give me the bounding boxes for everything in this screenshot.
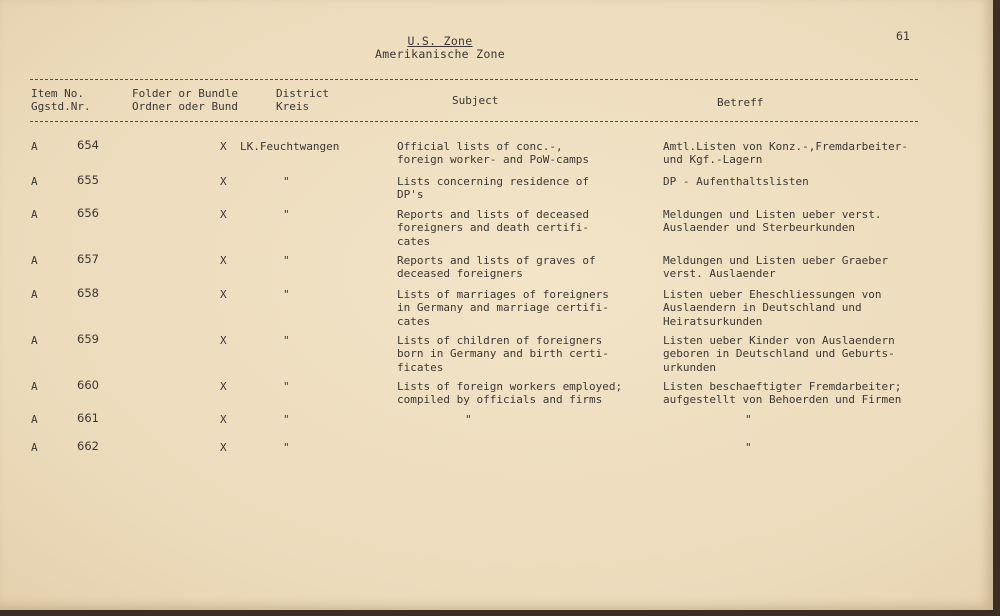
row-betreff-line: Meldungen und Listen ueber Graeber: [663, 254, 889, 267]
row-item-code: A: [31, 254, 38, 267]
row-district: ": [283, 413, 290, 426]
zone-title: U.S. Zone: [407, 34, 473, 48]
row-item-code: A: [31, 413, 38, 426]
col-header-item: Item No.: [31, 87, 84, 100]
row-betreff-line: ": [745, 441, 752, 454]
row-subject-line: Lists of marriages of foreigners: [397, 288, 609, 301]
row-item-code: A: [31, 441, 38, 454]
row-betreff-line: verst. Auslaender: [663, 267, 776, 281]
header-rule-top: [30, 79, 918, 80]
row-folder-mark: X: [220, 208, 227, 221]
col-header-item-de: Ggstd.Nr.: [31, 100, 91, 113]
row-betreff-line: Meldungen und Listen ueber verst.: [663, 208, 882, 221]
row-betreff-line: Heiratsurkunden: [663, 314, 763, 328]
col-header-district-de: Kreis: [276, 100, 310, 113]
row-item-number: 657: [77, 252, 99, 266]
col-header-district: District: [276, 87, 329, 100]
row-subject-line: in Germany and marriage certifi-: [397, 301, 609, 315]
col-header-subject: Subject: [452, 94, 499, 107]
row-folder-mark: X: [220, 380, 227, 393]
row-folder-mark: X: [220, 413, 227, 426]
row-district: ": [283, 441, 290, 454]
row-district: LK.Feuchtwangen: [240, 140, 340, 153]
row-folder-mark: X: [220, 441, 227, 454]
row-item-number: 660: [77, 378, 99, 392]
row-betreff-line: Auslaendern in Deutschland und: [663, 301, 862, 315]
row-district: ": [283, 175, 290, 188]
header-rule-bottom: [30, 121, 918, 122]
row-subject-line: Reports and lists of graves of: [397, 254, 596, 267]
row-subject-line: Lists of foreign workers employed;: [397, 380, 623, 393]
row-subject-line: Lists of children of foreigners: [397, 334, 603, 347]
row-item-number: 662: [77, 439, 99, 453]
row-folder-mark: X: [220, 288, 227, 301]
row-district: ": [283, 254, 290, 267]
row-betreff-line: ": [745, 413, 752, 426]
row-betreff-line: DP - Aufenthaltslisten: [663, 175, 809, 188]
row-item-code: A: [31, 334, 38, 347]
row-subject-line: cates: [397, 234, 431, 248]
row-item-number: 655: [77, 173, 99, 187]
row-betreff-line: urkunden: [663, 360, 716, 374]
zone-subtitle: Amerikanische Zone: [374, 47, 506, 61]
row-subject-line: ": [465, 413, 472, 426]
col-header-folder-de: Ordner oder Bund: [132, 100, 238, 113]
row-item-code: A: [31, 288, 38, 301]
row-subject-line: born in Germany and birth certi-: [397, 347, 609, 361]
row-subject-line: foreigners and death certifi-: [397, 221, 590, 235]
row-folder-mark: X: [220, 254, 227, 267]
row-subject-line: Reports and lists of deceased: [397, 208, 590, 221]
col-header-folder: Folder or Bundle: [132, 87, 238, 100]
row-district: ": [283, 334, 290, 347]
row-district: ": [283, 288, 290, 301]
row-folder-mark: X: [220, 334, 227, 347]
row-subject-line: Official lists of conc.-,: [397, 140, 563, 153]
row-item-code: A: [31, 380, 38, 393]
row-subject-line: cates: [397, 314, 431, 328]
row-item-code: A: [31, 208, 38, 221]
row-subject-line: compiled by officials and firms: [397, 393, 603, 407]
row-folder-mark: X: [220, 175, 227, 188]
row-betreff-line: Listen ueber Kinder von Auslaendern: [663, 334, 895, 347]
row-betreff-line: Auslaender und Sterbeurkunden: [663, 221, 856, 235]
row-district: ": [283, 380, 290, 393]
row-betreff-line: Listen beschaeftigter Fremdarbeiter;: [663, 380, 902, 393]
row-betreff-line: aufgestellt von Behoerden und Firmen: [663, 393, 902, 407]
row-subject-line: foreign worker- and PoW-camps: [397, 153, 590, 167]
row-subject-line: Lists concerning residence of: [397, 175, 590, 188]
row-betreff-line: Amtl.Listen von Konz.-,Fremdarbeiter-: [663, 140, 909, 153]
row-item-code: A: [31, 175, 38, 188]
row-subject-line: ficates: [397, 360, 444, 374]
row-item-number: 661: [77, 411, 99, 425]
row-subject-line: DP's: [397, 188, 424, 202]
col-header-betreff: Betreff: [717, 96, 764, 109]
row-item-number: 659: [77, 332, 99, 346]
row-item-number: 654: [77, 138, 99, 152]
page-number: 61: [896, 29, 910, 43]
row-betreff-line: geboren in Deutschland und Geburts-: [663, 347, 895, 361]
row-district: ": [283, 208, 290, 221]
row-betreff-line: Listen ueber Eheschliessungen von: [663, 288, 882, 301]
row-item-number: 656: [77, 206, 99, 220]
row-subject-line: deceased foreigners: [397, 267, 523, 281]
row-item-number: 658: [77, 286, 99, 300]
row-folder-mark: X: [220, 140, 227, 153]
row-betreff-line: und Kgf.-Lagern: [663, 153, 763, 167]
row-item-code: A: [31, 140, 38, 153]
